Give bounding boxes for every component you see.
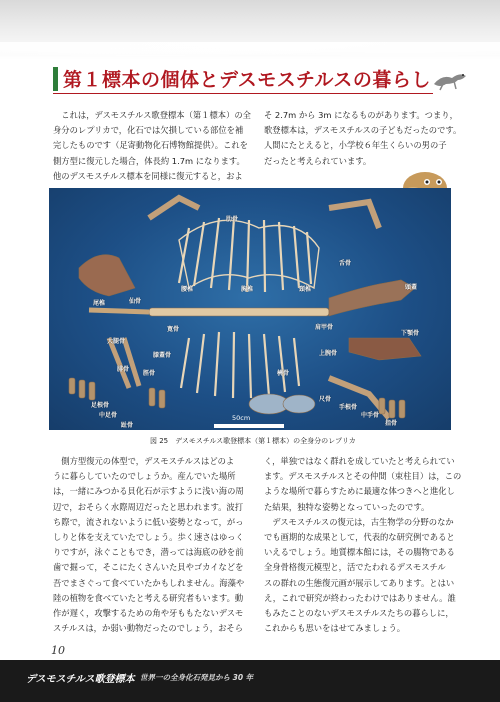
header-texture [0, 0, 500, 60]
label-skull: 頭蓋 [405, 284, 418, 291]
label-lumbar: 腰椎 [181, 286, 194, 293]
label-metacarpal: 中手骨 [361, 412, 380, 419]
body-right-column: く，単独ではなく群れを成していたと考えられてい ます。デスモスチルスとその仲間（束柱目）は，この ような場所で暮らすために最適な体つきへと進化し た結果，独特な姿勢となっていったのです。 デスモスチルスの復元は，古生物学の分野のなか でも画期的な成果として，代表的な研究例であると いえるでしょう。地質標本館には，その腸物である 全身骨格復元模型と，活でたわれるデスモスチル スの群れの生態復元画が展示してあります。とはい え，これで研究が終わったわけではありません。誰 もみたことのないデスモスチルスたちの暮らしに， これからも思いをはせてみましょう。 [264, 456, 462, 634]
figure-caption: 図 25 デスモスチルス歌登標本（第１標本）の全身分のレプリカ [150, 437, 356, 445]
label-hyoid: 舌骨 [339, 260, 352, 267]
label-sacrum: 仙骨 [129, 298, 142, 305]
footer-bar [0, 660, 500, 702]
label-ulna: 尺骨 [319, 396, 332, 403]
skeleton-bones [49, 188, 451, 430]
label-scapula: 肩甲骨 [315, 324, 334, 331]
intro-left-column: これは，デスモスチルス歌登標本（第１標本）の全 身分のレプリカで，化石では欠損している部位を補 完したものです（足寄動物化石博物館提供）。これを 側方型に復元した場合，体長約 1.7m になります。 他のデスモスチルス標本を同様に復元すると，およ [53, 110, 251, 181]
label-femur: 大腿骨 [107, 338, 126, 345]
label-finger: 指骨 [385, 420, 398, 427]
label-thoracic: 胸椎 [241, 286, 254, 293]
label-tarsal: 足根骨 [91, 402, 110, 409]
footer-title: デスモスチルス歌登標本 [26, 674, 135, 685]
label-tibia: 脛骨 [143, 370, 156, 377]
lizard-decoration-icon [430, 64, 470, 92]
label-metatarsal: 中足骨 [99, 412, 118, 419]
hindlimb [109, 338, 139, 388]
label-patella: 膝蓋骨 [153, 352, 172, 359]
title-accent-bar [53, 67, 58, 91]
body-left-column: 側方型復元の体型で，デスモスチルスはどのよ うに暮らしていたのでしょうか。産んでいた場所 は，一緒にみつかる貝化石が示すように浅い海の周 辺で，おそらく水際周辺だったと思われます。波打 ち際で，流されないように低い姿勢となって，がっ しりと体を支えていたでしょう。歩く速さはゆっく りですが，泳ぐこともでき，潜っては海底の砂を前 歯で掘って，そこにたくさんいた貝やゴカイなどを 吾でまさぐって食べていたかもしれません。海藻や 陸の植物を食べていたと考える研究者もいます。動 作が遅く，攻撃するための角や牙ももたないデスモ スチルスは，か弱い動物だったのでしょう，おそら [53, 456, 245, 634]
label-carpal: 手根骨 [339, 404, 358, 411]
intro-right-column: そ 2.7m から 3m になるものがあります。つまり， 歌登標本は，デスモスチルスの子どもだったのです。 人間にたとえると，小学校６年生くらいの男の子 だったと考えられています。 [264, 110, 462, 166]
label-radius: 橈骨 [277, 370, 290, 377]
forelimb-top [149, 198, 199, 218]
mandible [349, 338, 421, 360]
tail [89, 310, 149, 312]
label-toe: 趾骨 [121, 422, 134, 429]
label-hipbone: 寛骨 [167, 326, 180, 333]
forelimb-right [329, 202, 379, 228]
page-number: 10 [51, 644, 65, 657]
label-cervical: 頸椎 [299, 286, 312, 293]
label-mandible: 下顎骨 [401, 330, 420, 337]
skull [329, 280, 418, 316]
title-underline [53, 93, 433, 94]
skeleton-photo [49, 188, 451, 430]
label-rib: 肋骨 [226, 216, 239, 223]
spine [149, 308, 329, 316]
label-fibula: 腓骨 [117, 366, 130, 373]
footer-subtitle: 世界一の全身化石発見から 30 年 [140, 673, 254, 682]
scale-label: 50cm [232, 414, 251, 422]
label-tailbone: 尾椎 [93, 300, 106, 307]
scale-bar [214, 424, 284, 428]
pelvis [79, 255, 135, 296]
label-humerus: 上腕骨 [319, 350, 338, 357]
foot-bones [69, 378, 405, 418]
section-title: 第１標本の個体とデスモスチルスの暮らし [63, 69, 431, 91]
